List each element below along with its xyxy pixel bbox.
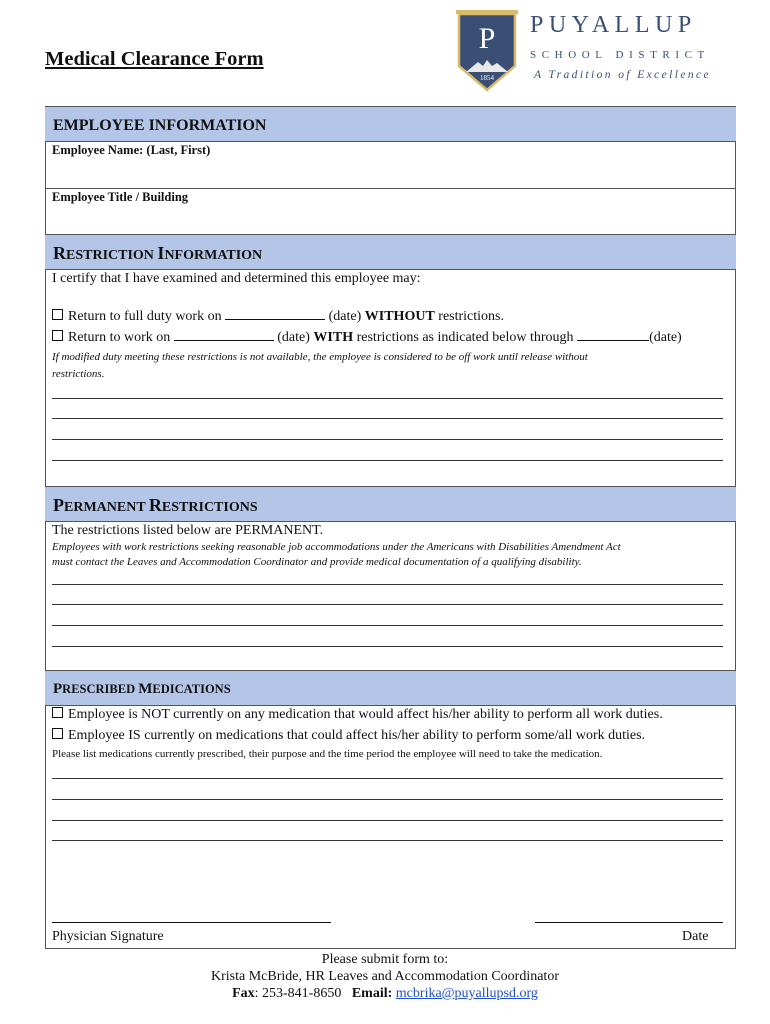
full-duty-option: Return to full duty work on (date) WITHOUT restrictions. [52, 307, 504, 325]
permanent-line[interactable] [52, 625, 723, 626]
medication-line[interactable] [52, 778, 723, 779]
has-medication-option: Employee IS currently on medications that could affect his/her ability to perform some/all work duties. [52, 728, 645, 744]
restriction-info-header [45, 234, 736, 270]
employee-title-field[interactable] [52, 207, 732, 231]
restricted-duty-checkbox[interactable] [52, 330, 63, 341]
permanent-line[interactable] [52, 584, 723, 585]
restriction-line[interactable] [52, 460, 723, 461]
has-medication-checkbox[interactable] [52, 728, 63, 739]
restriction-line[interactable] [52, 418, 723, 419]
permanent-line[interactable] [52, 604, 723, 605]
fax-number: : 253-841-8650 [254, 986, 342, 1001]
medication-instruction: Please list medications currently prescribed, their purpose and the time period the employee will need to take the medication. [52, 748, 603, 760]
contact-line: Fax: 253-841-8650 Email: mcbrika@puyallupsd.org [232, 986, 538, 1001]
restriction-info-title: RESTRICTION INFORMATION [53, 243, 263, 263]
email-label: Email [351, 986, 388, 1001]
email-link[interactable]: mcbrika@puyallupsd.org [395, 986, 538, 1001]
no-medication-checkbox[interactable] [52, 707, 63, 718]
employee-info-title: EMPLOYEE INFORMATION [53, 117, 267, 134]
employee-name-field[interactable] [52, 160, 732, 186]
restricted-end-date-field[interactable] [577, 328, 649, 341]
coordinator-name: Krista McBride, HR Leaves and Accommodation Coordinator [211, 969, 559, 984]
signature-date-label: Date [682, 929, 709, 944]
logo-name: PUYALLUP [530, 12, 697, 38]
divider [45, 188, 736, 189]
certify-text: I certify that I have examined and determined this employee may: [52, 271, 421, 286]
physician-signature-line[interactable] [52, 922, 331, 923]
medication-line[interactable] [52, 799, 723, 800]
restricted-start-date-field[interactable] [174, 328, 274, 341]
logo-tagline: A Tradition of Excellence [534, 69, 711, 81]
permanent-restrictions-header [45, 486, 736, 522]
full-duty-date-field[interactable] [225, 307, 325, 320]
employee-name-label: Employee Name: (Last, First) [52, 143, 211, 157]
medication-line[interactable] [52, 820, 723, 821]
restricted-duty-option: Return to work on (date) WITH restrictions as indicated below through (date) [52, 328, 682, 346]
employee-title-label: Employee Title / Building [52, 190, 189, 204]
logo-year: 1854 [480, 74, 494, 82]
form-title: Medical Clearance Form [45, 48, 264, 70]
medications-title: PRESCRIBED MEDICATIONS [53, 681, 231, 697]
restriction-line[interactable] [52, 398, 723, 399]
restriction-line[interactable] [52, 439, 723, 440]
modified-duty-note: If modified duty meeting these restrictions is not available, the employee is considered to be off work until release without restrictions. [52, 351, 588, 380]
no-medication-option: Employee is NOT currently on any medication that would affect his/her ability to perform all work duties. [52, 707, 663, 723]
fax-label: Fax [232, 986, 255, 1001]
full-duty-checkbox[interactable] [52, 309, 63, 320]
signature-date-line[interactable] [535, 922, 723, 923]
logo-district: SCHOOL DISTRICT [530, 49, 710, 61]
permanent-line[interactable] [52, 646, 723, 647]
employee-info-header [45, 106, 736, 142]
district-logo [456, 8, 756, 96]
ada-note: Employees with work restrictions seeking reasonable job accommodations under the Americans with Disabilities Amendment Act must contact the Leaves and Accommodation Coordinator and provide medical documentation of a qualifying disability. [52, 541, 621, 568]
submit-instructions: Please submit form to: [321, 952, 449, 967]
district-shield-icon [456, 8, 518, 92]
permanent-restrictions-title: PERMANENT RESTRICTIONS [53, 495, 258, 515]
logo-letter: P [478, 22, 496, 55]
permanent-statement: The restrictions listed below are PERMANENT. [52, 523, 324, 538]
physician-signature-label: Physician Signature [52, 929, 164, 944]
medications-header [45, 670, 736, 706]
medication-line[interactable] [52, 840, 723, 841]
